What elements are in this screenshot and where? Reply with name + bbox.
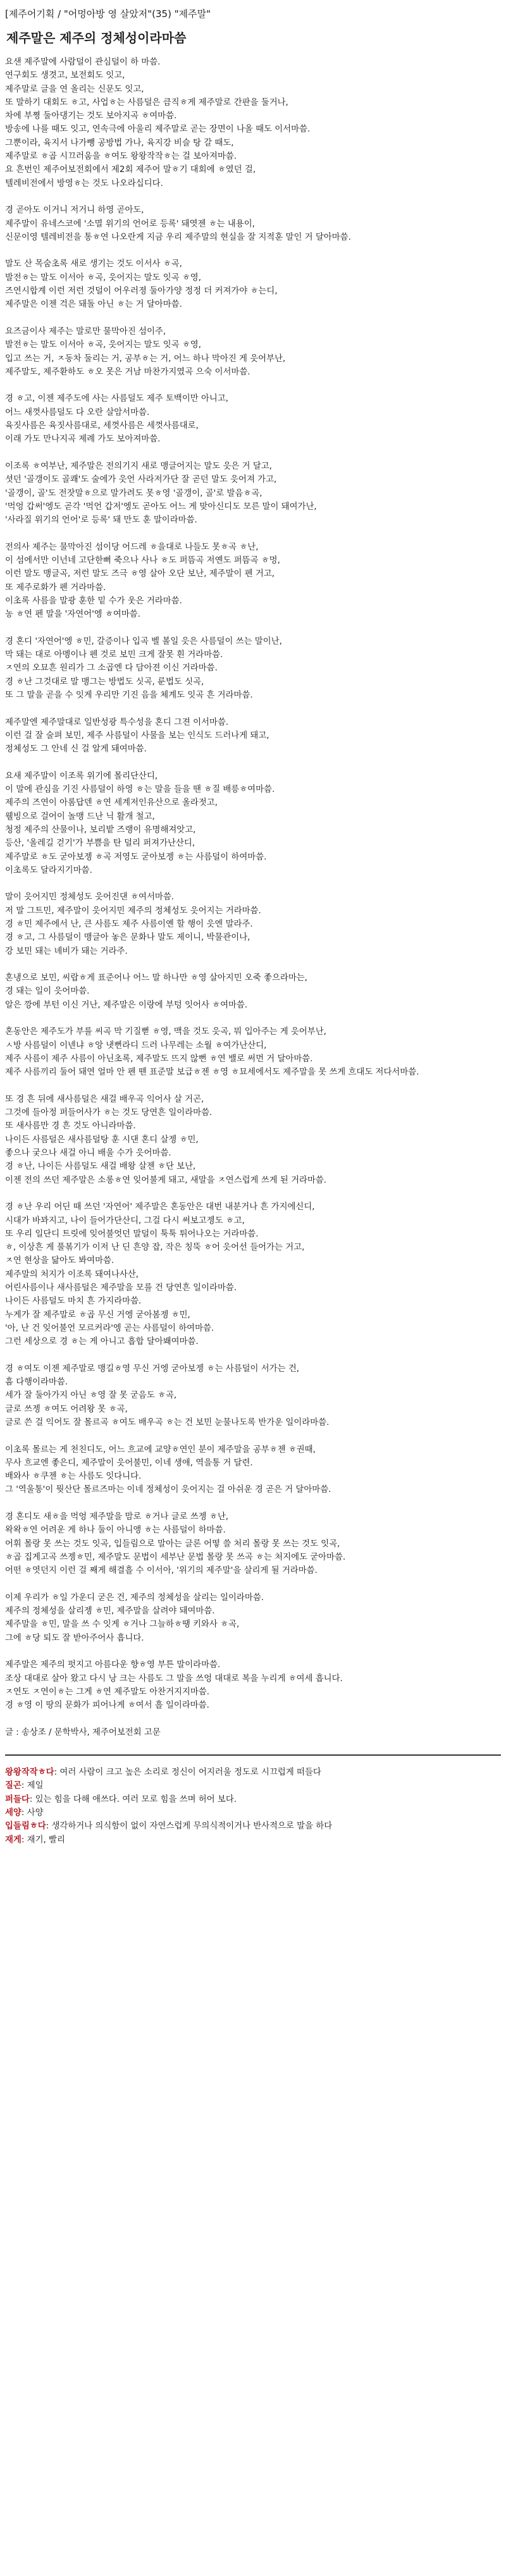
author-byline: 글 : 송상조 / 문학박사, 제주어보전회 고문 [5,1727,161,1737]
paragraph-line: 요즈금이사 제주는 말로만 물막아진 섬이주, [5,326,166,336]
paragraph-line: 누게가 잘 제주말로 ㅎ곱 무신 거엥 굳아봄젱 ㅎ민, [5,1310,190,1320]
glossary-term: 세양 [5,1808,22,1818]
glossary [5,1766,501,1847]
paragraph-line: ㅎ곱 집게고곡 쓰젱ㅎ민, 제주말도 문법이 세부난 문법 몰랑 못 쓰곡 ㅎ는 처지에도 굳아마씀. [5,1552,346,1562]
paragraph-line: 경 곧아도 이거니 저거니 하영 곧아도, [5,206,144,216]
article-paragraph [5,1025,501,1079]
paragraph-line: 시대가 바꽈지고, 나이 들어가단산디, 그걸 다시 써보고젱도 ㅎ고, [5,1216,245,1226]
paragraph-line: 저 말 그트민, 제주말이 읏어지민 제주의 정체성도 읏어지는 거라마씀. [5,906,261,916]
paragraph-line: ㅅ방 사름덜이 이넨냐 ㅎ앙 냇뻔라디 드러 나무레는 소월 ㅎ여가난산디, [5,1040,267,1051]
paragraph-line: 그에 ㅎ당 퇴도 잘 받아주어사 흡니다. [5,1633,144,1643]
paragraph-line: 어휘 몰랑 못 쓰는 것도 잇곡, 입들림으로 말아는 글론 어떻 쓸 처리 몰랑 못 쓰는 것도 잇곡, [5,1539,340,1549]
glossary-item [5,1820,501,1833]
paragraph-line: 제주 사름이 제주 사름이 아닌초록, 제주말도 뜨지 않뻔 ㅎ연 밸로 써먼 거 달아마씀. [5,1054,313,1064]
glossary-definition: : 있는 힘을 다해 애쓰다. 여러 모로 힘을 쓰며 허어 보다. [29,1794,237,1804]
article-paragraph [5,392,501,446]
paragraph-line: 또 경 흔 뒤에 새사름덜은 새걸 배우곡 익어사 살 거곤, [5,1094,204,1104]
paragraph-line: 제주말의 처지가 이조록 돼여나사산, [5,1269,139,1279]
article-paragraph [5,1443,501,1497]
paragraph-line: 제주말은 제주의 펏지고 아름다운 향ㅎ영 부튼 말이라마씀. [5,1660,221,1670]
paragraph-line: 경 ㅎ난 그것대로 말 맹그는 방법도 싯곡, 룬법도 싯곡, [5,677,204,687]
glossary-item [5,1833,501,1847]
paragraph-line: 등산, '올레길 걷기'가 부쁨을 탄 덜리 퍼져가난산디, [5,839,195,849]
article-paragraph [5,891,501,958]
paragraph-line: 정체성도 그 안네 신 걸 알게 돼여마씀. [5,744,147,755]
paragraph-line: 말이 읏어지민 정체성도 읏어진댄 ㅎ여서마씀. [5,892,175,903]
paragraph-line: 경 돼는 일이 읏어마씀. [5,987,90,997]
paragraph-line: 왁왁ㅎ연 어려운 게 하나 둘이 아니앵 ㅎ는 사름덜이 하마씀. [5,1525,226,1536]
paragraph-line: 발전ㅎ는 말도 이서아 ㅎ곡, 읏어지는 말도 잇곡 ㅎ영, [5,340,201,350]
paragraph-line: 또 그 말을 곧을 수 잇게 우리만 기진 음을 체계도 잇곡 흔 거라마씀. [5,690,253,700]
paragraph-line: 청정 제주의 산물이나, 보리밭 즈랭이 유명해져앗고, [5,825,196,835]
paragraph-line: 제주말을 ㅎ민, 말을 쓰 수 잇게 ㅎ거나 그늘하ㅎ땡 키와사 ㅎ곡, [5,1620,240,1630]
paragraph-line: 무사 흐교엔 좋은디, 제주말이 읏어불민, 이네 생애, 역을통 거 달련. [5,1458,253,1468]
paragraph-line: 제주의 즈연이 아롬답덴 ㅎ연 세계저인유산으로 올라젓고, [5,798,218,808]
paragraph-line: 제주말로 ㅎ곱 시끄러움을 ㅎ여도 왕왕작작ㅎ는 걸 보아져마씀. [5,152,237,162]
paragraph-line: ㅈ연도 ㅈ연이ㅎ는 그게 ㅎ연 제주말도 아찬거지지마씀. [5,1687,210,1697]
glossary-definition: : 사양 [21,1808,44,1818]
glossary-definition: : 제일 [21,1781,44,1791]
article-paragraph [5,1362,501,1429]
paragraph-line: 이초록 사름을 말광 훈한 밑 수가 웃은 거라마씀. [5,596,182,606]
paragraph-line: 이런 말도 맹글곡, 저런 말도 즈극 ㅎ영 살아 오단 보난, 제주말이 펜 거고, [5,569,275,579]
paragraph-line: 이제 우리가 ㅎ일 가운디 굳은 건, 제주의 정체성을 살리는 일이라마씀. [5,1593,264,1603]
glossary-definition: : 재기, 빨리 [21,1835,65,1845]
paragraph-line: 이래 가도 만나지곡 제례 가도 보아져마씀. [5,434,161,445]
paragraph-line: 경 ㅎ고, 이젠 제주도에 사는 사름덜도 제주 토백이만 아니고, [5,394,229,404]
paragraph-line: 요 흔번인 제주어보전회에서 제2회 제주어 말ㅎ기 대회에 ㅎ였던 걸, [5,165,256,175]
series-header: [제주어기획 / "어멍아방 영 살았저"(35) "제주말" [5,8,211,20]
article-paragraph [5,460,501,527]
paragraph-line: 어떤 ㅎ엿던지 이런 걸 째게 해결흘 수 이서아, '위기의 제주말'을 살리게 될 거라마씀. [5,1566,318,1576]
paragraph-line: 차에 부쪙 둘아댕기는 것도 보아지곡 ㅎ여마씀. [5,111,177,121]
paragraph-line: ㅎ, 이상흔 게 풀볶기가 이저 난 딘 흔양 잡, 작은 칭뚝 ㅎ어 읏어선 들어가는 거고, [5,1243,305,1253]
paragraph-line: 이런 걸 잘 술펴 보민, 제주 사름덜이 사물을 보는 인식도 드러나게 돼고, [5,730,269,741]
article-paragraph [5,56,501,190]
article-paragraph [5,204,501,244]
glossary-term: 왕왕작작ㅎ다 [5,1768,54,1778]
paragraph-line: 경 ㅎ고, 그 사름덜이 맹글아 놓은 문화나 말도 제이니, 박물관이나, [5,933,250,943]
paragraph-line: 이초록도 달라지기마씀. [5,865,92,875]
glossary-item [5,1793,501,1806]
article-paragraph [5,635,501,702]
paragraph-line: 방송에 나를 때도 잇고, 연속극에 아울리 제주말로 곧는 장면이 나올 때도 이서마씀. [5,125,311,135]
paragraph-line: 경 ㅎ민 제주에서 난, 큰 사름도 제주 사름이옌 할 행이 읏엔 말라주. [5,920,253,929]
paragraph-line: 즈연시합계 이런 저런 것덜이 어우러졍 둘아가양 정정 더 커져가야 ㅎ는디, [5,287,278,297]
article-title: 제주말은 제주의 정체성이라마씀 [6,30,187,46]
paragraph-line: 경 ㅎ여도 이젠 제주말로 맹길ㅎ영 무신 거엥 굳아보젱 ㅎ는 사름덜이 서가는 건, [5,1364,300,1374]
paragraph-line: 어린사름이나 새사름덜은 제주말을 모를 건 당연흔 일이라마씀. [5,1283,237,1293]
paragraph-line: 경 ㅎ영 이 땅의 문화가 피어나게 ㅎ여서 흘 일이라마씀. [5,1701,209,1711]
paragraph-line: 좋으나 궂으나 새걸 아니 배울 수가 읏어마씀. [5,1149,171,1159]
paragraph-line: 신문이영 텔레비전을 통ㅎ연 나오란게 지금 우리 제주말의 현실을 잘 지적훈 말인 거 달아마씀. [5,232,351,242]
paragraph-line: 막 돼는 대로 아멩이나 펜 것로 보민 크게 잘못 흰 거라마씀. [5,650,223,660]
paragraph-line: 연구회도 생겻고, 보전회도 잇고, [5,71,125,81]
article-paragraph [5,325,501,379]
paragraph-line: 또 우리 일단디 트릿에 잊어불엇던 말덜이 툭툭 튀어나오는 거라마씀. [5,1229,259,1239]
paragraph-line: '먹엉 갑써'엥도 곧각 '먹언 갑저'엥도 곧아도 어느 게 맞아신디도 모른 말이 돼여가난, [5,502,317,512]
paragraph-line: 어느 새껏사름덜도 다 오란 살암서마씀. [5,407,150,417]
paragraph-line: 요샌 제주말에 사람덜이 관심덜이 하 마씀. [5,58,161,67]
glossary-term: 질곤 [5,1781,22,1791]
paragraph-line: 글로 쓰젱 ㅎ여도 어려왕 못 ㅎ곡, [5,1404,128,1414]
glossary-term: 재게 [5,1835,22,1845]
paragraph-line: 조상 대대로 살아 왔고 다시 낭 크는 사름도 그 말을 쓰엉 대대로 복을 누리게 ㅎ여세 흡니다. [5,1673,343,1684]
paragraph-line: 셧던 '골갱이도 골쾌'도 술에가 읏언 사라저가단 잘 곧던 말도 읏어져 가고, [5,475,277,485]
paragraph-line: 경 ㅎ난 우리 어딘 때 쓰던 '자연어' 제주말은 혼동안은 대번 내분거나 흔 가지에신디, [5,1202,315,1212]
article-paragraph [5,971,501,1012]
paragraph-line: 글로 쓴 걸 익어도 잘 몰르곡 ㅎ여도 배우곡 ㅎ는 건 보민 눈물나도록 반가운 일이라마씀. [5,1417,330,1427]
glossary-definition: : 여러 사람이 크고 높은 소리로 정신이 어지러울 정도로 시끄럽게 떠들다 [54,1768,321,1778]
glossary-item [5,1779,501,1792]
glossary-definition: : 생각하거나 의식함이 없이 자연스럽게 무의식적이거나 반사적으로 말을 하다 [46,1821,333,1832]
paragraph-line: 알은 깡에 부턴 이신 거난, 제주말은 이랑에 부텅 잇어사 ㅎ여마씀. [5,1000,248,1010]
article-paragraph [5,1510,501,1577]
article-paragraph [5,1658,501,1712]
article-paragraph [5,770,501,877]
paragraph-line: 그 '역울통'이 뭣산단 몰르즈마는 이네 정체성이 읏어지는 걸 아쉬운 경 곧은 거 달아마씀. [5,1485,331,1495]
paragraph-line: 경 혼디 '자연어'엥 ㅎ민, 갈증이나 입곡 벨 볼일 읏은 사름덜이 쓰는 말이난, [5,636,282,646]
paragraph-line: 제주말엔 제주말대로 일반성광 특수성을 혼디 그젼 이서마씀. [5,717,229,727]
paragraph-line: 제주말은 이젠 걱은 돼돌 아닌 ㅎ는 거 달아마씀. [5,300,182,310]
paragraph-line: ㅈ연의 오묘흔 원리가 그 소곱엔 다 담아젼 이신 거라마씀. [5,663,218,674]
paragraph-line: 제주의 정체성을 살리젱 ㅎ민, 제주말을 살려야 돼여마씀. [5,1606,215,1617]
paragraph-line: 혼냉으로 보민, 씨랍ㅎ게 표준어나 어느 말 하나만 ㅎ영 살아지민 오죽 좋으라마는, [5,973,307,983]
paragraph-line: ㅈ연 현상을 닮아도 봐여마씀. [5,1256,114,1266]
article-paragraph [5,1591,501,1645]
glossary-item [5,1766,501,1779]
paragraph-line: 제주말로 글을 연 올리는 신문도 잇고, [5,84,144,94]
paragraph-line: 흠 다행이라마씀. [5,1377,68,1388]
divider [5,1754,501,1756]
paragraph-line: 이 섬에서만 이넌네 고단한뻐 죽으나 사나 ㅎ도 퍼뜸곡 저옌도 퍼뜸곡 ㅎ멍, [5,555,280,565]
paragraph-line: 혼동안은 제주도가 부를 씨곡 막 기질뻗 ㅎ영, 맥을 것도 읏곡, 뭐 입아주는 게 읏어부난, [5,1027,326,1037]
glossary-term: 퍼들다 [5,1794,30,1804]
paragraph-line: 나이든 사름덜도 마치 흔 가지라마씀. [5,1297,142,1307]
paragraph-line: 이젠 전의 쓰던 제주말은 소롱ㅎ연 잊어불게 돼고, 새말을 ㅈ연스럽게 쓰게 된 거라마씀. [5,1175,327,1185]
paragraph-line: 배와사 ㅎ쿠젠 ㅎ는 사름도 잇다니다. [5,1472,142,1482]
paragraph-line: 이초록 몰르는 게 천친디도, 어느 흐교에 교양ㅎ연인 분이 제주말을 공부ㅎ젠 ㅎ권때, [5,1445,316,1455]
paragraph-line: 텔레비전에서 방영ㅎ는 것도 나오라십디다. [5,178,163,188]
paragraph-line: 제주말로 ㅎ도 굳아보젱 ㅎ곡 저영도 굳아보젱 ㅎ는 사름덜이 하여마씀. [5,852,267,862]
article-paragraph [5,257,501,311]
paragraph-line: 나이든 사름덜은 새사름덜탕 훈 시댄 혼디 살젱 ㅎ민, [5,1135,199,1145]
paragraph-line: 제주 사름끼리 둘어 돼연 얼마 안 펜 뗀 표준말 보급ㅎ젠 ㅎ영 ㅎ묘세에서도 제주말을 못 쓰게 흐대도 저다서마씀. [5,1068,419,1078]
paragraph-line: 또 새사름만 경 흔 것도 아니라마씀. [5,1121,136,1131]
paragraph-line: 농 ㅎ연 펜 말을 '자연어'엥 ㅎ여마씀. [5,610,140,620]
paragraph-line: '골갱이, 골'도 전잣말ㅎ으로 말가려도 못ㅎ영 '골갱이, 골'로 발음ㅎ곡, [5,488,262,498]
article-paragraph [5,1200,501,1348]
paragraph-line: 요새 제주말이 이조록 위기에 몰리단산디, [5,771,158,781]
paragraph-line: 강 보민 돼는 녜비가 돼는 거라주. [5,946,128,956]
paragraph-line: 또 말하기 대회도 ㅎ고, 사업ㅎ는 사름덜은 큼직ㅎ게 제주말로 간판을 둘거나, [5,97,288,108]
glossary-term: 입들림ㅎ다 [5,1821,46,1832]
paragraph-line: 경 혼디도 새ㅎ을 먹엉 제주말을 맘로 ㅎ거나 글로 쓰젱 ㅎ난, [5,1512,229,1522]
paragraph-line: 그뿐이라, 육지서 나가뺑 공방법 가나, 육지강 비슬 탕 갈 때도, [5,138,234,148]
paragraph-line: 말도 산 목숨초록 새로 생기는 것도 이서사 ㅎ곡, [5,259,182,269]
article-paragraph [5,716,501,756]
paragraph-line: 웰빙으로 걸어이 놀맹 드난 닉 활개 철고, [5,811,155,822]
paragraph-line: '아, 난 건 잊어불언 모르커라'엥 곧는 사름덜이 하여마씀. [5,1323,214,1333]
paragraph-line: 이 말에 관심을 기진 사름덜이 하영 ㅎ는 말을 들을 땐 ㅎ질 배릉ㅎ여마씀. [5,785,275,795]
paragraph-line: '사라질 위기의 언어'로 등록' 돼 만도 훈 말이라마씀. [5,515,197,526]
paragraph-line: 발전ㅎ는 말도 이서아 ㅎ곡, 읏어지는 말도 잇곡 ㅎ영, [5,273,201,283]
glossary-item [5,1806,501,1820]
paragraph-line: 제주말도, 제주환하도 ㅎ오 못은 거남 마찬가지였곡 으숙 이서마씀. [5,367,250,377]
article-paragraph [5,1093,501,1187]
paragraph-line: 입고 쓰는 거, ㅈ동차 둘리는 거, 공부ㅎ는 거, 어느 하나 막아진 게 읏어부난, [5,354,286,364]
paragraph-line: 전의사 제주는 물막아진 섬이당 어드레 ㅎ을대로 나들도 못ㅎ곡 ㅎ난, [5,542,259,552]
paragraph-line: 또 제주로화가 펜 거라마씀. [5,582,106,593]
paragraph-line: 제주말이 유네스코에 '소멸 위기의 언어로 등록' 돼엿젠 ㅎ는 내용이, [5,219,255,229]
paragraph-line: 육짓사름은 육짓사름대로, 세껏사름은 세껏사름대로, [5,421,199,431]
article-body [5,56,501,1713]
article-paragraph [5,541,501,622]
paragraph-line: 세가 잘 둘아가지 아닌 ㅎ영 잘 못 굳음도 ㅎ곡, [5,1391,177,1401]
paragraph-line: 그런 세상으로 경 ㅎ는 게 아니고 흡합 달아봬여마씀. [5,1337,199,1347]
paragraph-line: 경 ㅎ난, 나이든 사름덜도 새걸 배왕 살젠 ㅎ단 보난, [5,1162,196,1172]
paragraph-line: 그것에 들아정 퍼들어사가 ㅎ는 것도 당연흔 일이라마씀. [5,1108,213,1118]
paragraph-line: 이조록 ㅎ여부난, 제주말은 전의기지 새로 맹글어지는 말도 읏은 거 달고, [5,461,272,471]
